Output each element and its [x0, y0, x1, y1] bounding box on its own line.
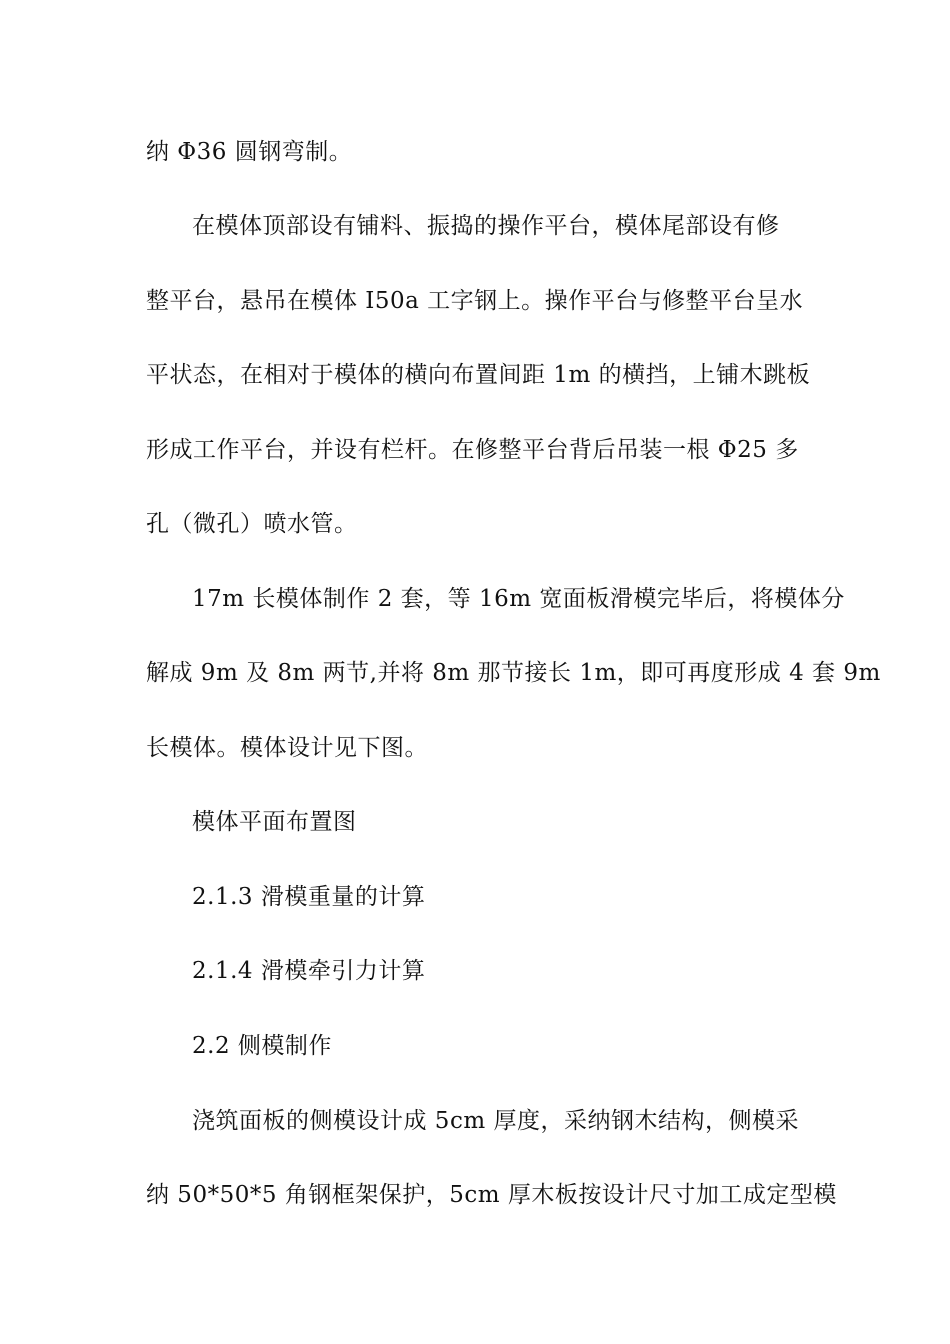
text-line-14: 浇筑面板的侧模设计成 5cm 厚度，采纳钢木结构，侧模采 [192, 1108, 799, 1134]
text-line-5: 形成工作平台，并设有栏杆。在修整平台背后吊装一根 Φ25 多 [146, 437, 799, 463]
text-line-9: 长模体。模体设计见下图。 [146, 735, 428, 761]
text-line-3: 整平台，悬吊在模体 I50a 工字钢上。操作平台与修整平台呈水 [146, 288, 804, 314]
text-line-8: 解成 9m 及 8m 两节,并将 8m 那节接长 1m，即可再度形成 4 套 9m [146, 660, 881, 686]
figure-caption: 模体平面布置图 [192, 809, 357, 835]
section-heading-2-1-3: 2.1.3 滑模重量的计算 [192, 884, 426, 910]
text-line-1: 纳 Φ36 圆钢弯制。 [146, 139, 353, 165]
text-line-15: 纳 50*50*5 角钢框架保护，5cm 厚木板按设计尺寸加工成定型模 [146, 1182, 837, 1208]
section-heading-2-1-4: 2.1.4 滑模牵引力计算 [192, 958, 426, 984]
section-heading-2-2: 2.2 侧模制作 [192, 1033, 332, 1059]
text-line-7: 17m 长模体制作 2 套，等 16m 宽面板滑模完毕后，将模体分 [192, 586, 845, 612]
text-line-6: 孔（微孔）喷水管。 [146, 511, 358, 537]
text-line-4: 平状态，在相对于模体的横向布置间距 1m 的横挡，上铺木跳板 [146, 362, 811, 388]
text-line-2: 在模体顶部设有铺料、振捣的操作平台，模体尾部设有修 [192, 213, 780, 239]
